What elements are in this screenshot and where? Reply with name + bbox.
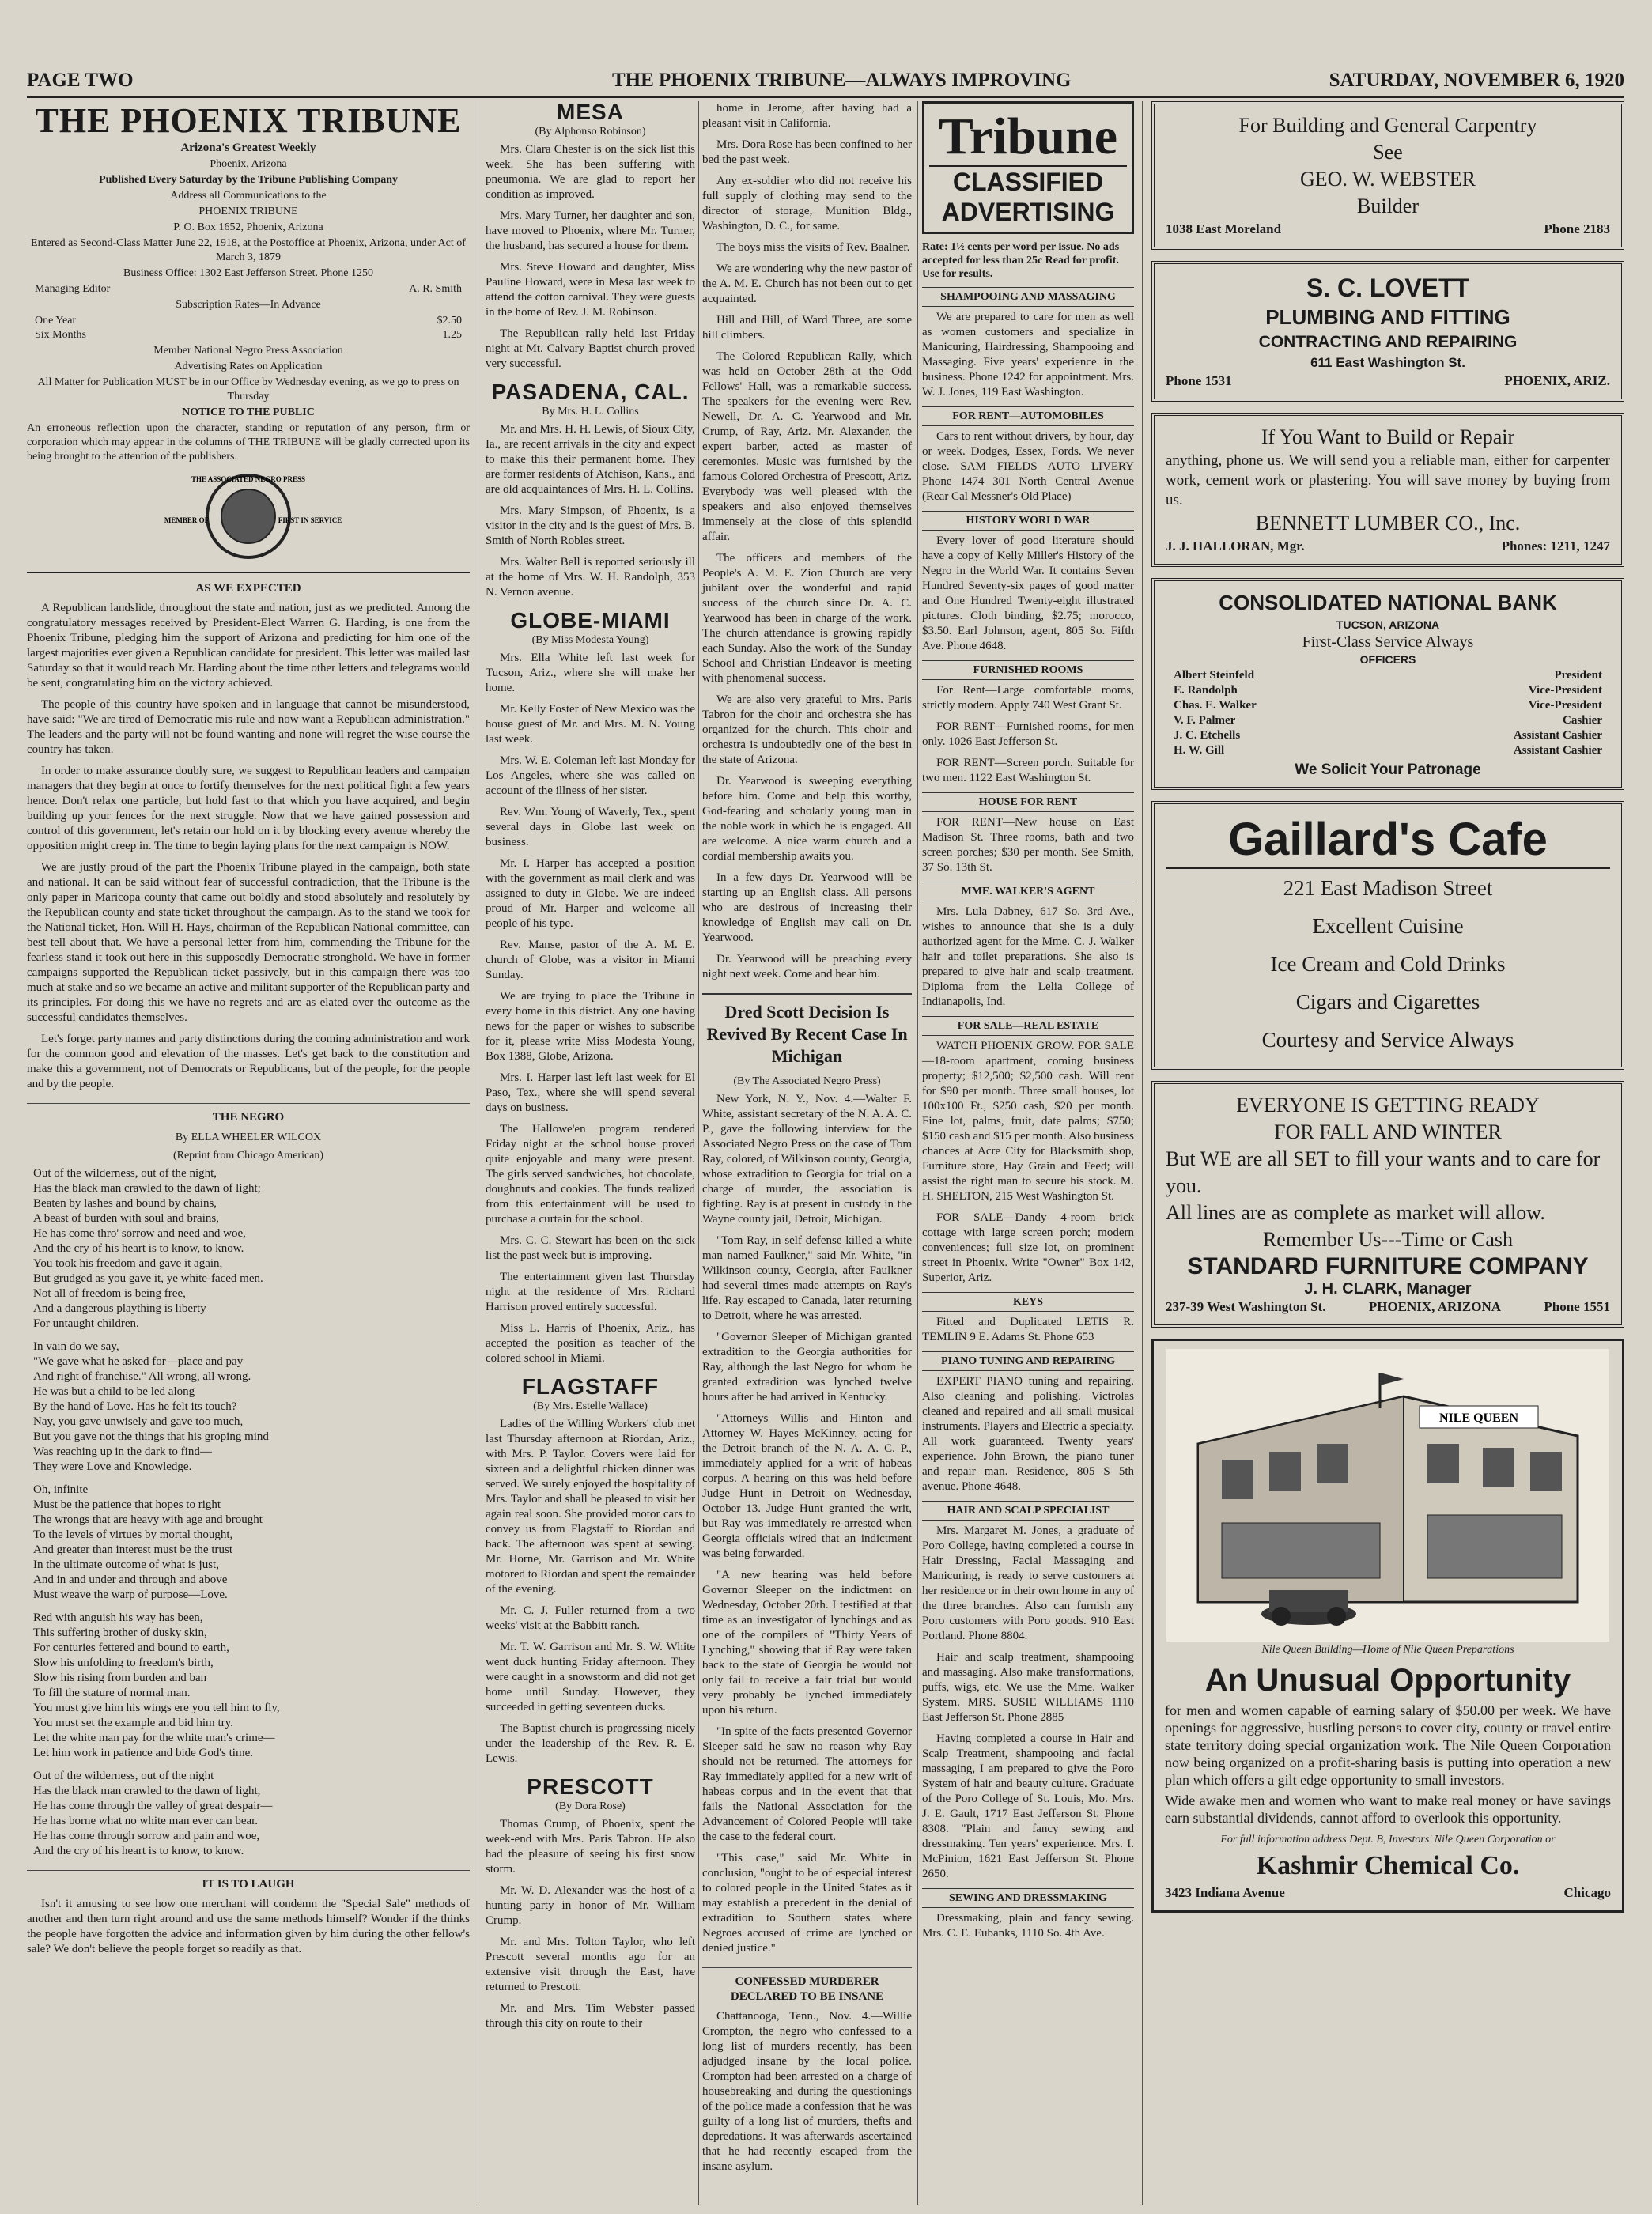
poem-stanza: Red with anguish his way has been, This suffering brother of dusky skin, For centuries fettered and bound to earth, Slow his unfolding to freedom's birth, Slow his rising from burden and ban To fill the stature of normal man. You must give him his wings ere you tell him to fly, You must set the example and bid him try. Let the white man pay for the white man's crime— Let him work in patience and bide God's time. bbox=[33, 1611, 280, 1759]
classified-heading: MME. WALKER'S AGENT bbox=[922, 882, 1134, 901]
associated-negro-press-emblem bbox=[164, 469, 342, 564]
classified-heading: FOR RENT—AUTOMOBILES bbox=[922, 406, 1134, 426]
webster-address: 1038 East Moreland bbox=[1166, 221, 1282, 236]
news-paragraph: Rev. Wm. Young of Waverly, Tex., spent several days in Globe last week on business. bbox=[486, 806, 695, 848]
news-paragraph: The officers and members of the People's A. M. E. Zion Church are very jubilant over the wonderful and rapid success of the church since Dr. A. C. Yearwood has been in charge of the work. The church attendance is growing rapidly each Sunday. Also the work of the Sunday School and Christian Endeavor is meeting with phenomenal success. bbox=[702, 552, 912, 685]
classified-text: Having completed a course in Hair and Scalp Treatment, shampooing and facial massaging, I am prepared to give the Poro System of hair and beauty culture. Graduate of the Poro College of St. Louis, Mo. Mrs. J. E. Gault, 1717 East Jefferson St. Phone 8308. "Plain and fancy sewing and dressmaking. Ten years' experience. Mrs. I. McPinion, 1621 East Jefferson St. Phone 2650. bbox=[922, 1732, 1134, 1880]
news-paragraph: The Republican rally held last Friday night at Mt. Calvary Baptist church proved very successful. bbox=[486, 327, 695, 370]
nile-queen-ad bbox=[1151, 1339, 1624, 1913]
bank-slogan: First-Class Service Always bbox=[1302, 633, 1474, 651]
furniture-company: STANDARD FURNITURE COMPANY bbox=[1187, 1253, 1589, 1279]
bennett-text: anything, phone us. We will send you a reliable man, either for carpenter work, cement work or plastering. You will save money by buying from us. bbox=[1166, 452, 1610, 508]
cafe-line-2: Excellent Cuisine bbox=[1312, 914, 1464, 938]
bank-officers bbox=[1166, 668, 1610, 758]
editorial-column bbox=[27, 101, 470, 2205]
webster-line-4: Builder bbox=[1357, 195, 1419, 217]
news-paragraph: Mrs. Steve Howard and daughter, Miss Pauline Howard, were in Mesa last week to attend the cotton carnival. They were guests in the home of Rev. J. M. Robinson. bbox=[486, 261, 695, 319]
news-paragraph: Mr. and Mrs. Tolton Taylor, who left Prescott several months ago for an extensive visit through the East, have returned to Prescott. bbox=[486, 1936, 695, 1993]
news-paragraph: Mrs. Mary Simpson, of Phoenix, is a visitor in the city and is the guest of Mrs. B. Smith of North Robles street. bbox=[486, 504, 695, 547]
news-paragraph: Mrs. Dora Rose has been confined to her bed the past week. bbox=[702, 138, 912, 166]
classified-text: Fitted and Duplicated LETIS R. TEMLIN 9 E. Adams St. Phone 653 bbox=[922, 1316, 1134, 1343]
bennett-phones: Phones: 1211, 1247 bbox=[1501, 538, 1610, 554]
bank-officer-row bbox=[1166, 698, 1610, 713]
subscription-six bbox=[27, 328, 470, 342]
news-paragraph: Thomas Crump, of Phoenix, spent the week-end with Mrs. Paris Tabron. He also had the pleasure of seeing his first snow storm. bbox=[486, 1818, 695, 1876]
dred-scott-byline: (By The Associated Negro Press) bbox=[733, 1075, 881, 1087]
news-paragraph: "Attorneys Willis and Hinton and Attorney W. Hayes McKinney, acting for the Detroit branch of the N. A. A. C. P., immediately applied for a writ of habeas corpus. A hearing on this was held before Judge Hunt in Detroit on Wednesday, October 13. Judge Hunt granted the writ, but Ray was immediately re-arrested when Georgia officials wired that an indictment was being forwarded. bbox=[702, 1412, 912, 1560]
subscription-title: Subscription Rates—In Advance bbox=[176, 299, 321, 311]
news-paragraph: Any ex-soldier who did not receive his full supply of clothing may send to the director of storage, Munition Bldg., Washington, D. C., for same. bbox=[702, 175, 912, 232]
news-paragraph: In a few days Dr. Yearwood will be starting up an English class. All persons who are desirous of increasing their knowledge of English may call on Dr. Yearwood. bbox=[702, 871, 912, 944]
laugh-text: Isn't it amusing to see how one merchant will condemn the "Special Sale" methods of another and then turn right around and use the same methods himself? Wonder if the thinks the people have forgotten the advice and information given by him during the other fellow's sale? We don't believe the people forget so readily as that. bbox=[27, 1898, 470, 1955]
cafe-ad bbox=[1151, 801, 1624, 1070]
bank-officer-name: V. F. Palmer bbox=[1174, 714, 1236, 727]
lovett-address: 611 East Washington St. bbox=[1310, 355, 1465, 370]
bank-officer-name: Chas. E. Walker bbox=[1174, 699, 1257, 712]
news-paragraph: Mr. T. W. Garrison and Mr. S. W. White went duck hunting Friday afternoon. They were caught in a snowstorm and did not get home until Sunday. However, they succeeded in getting seventeen ducks. bbox=[486, 1641, 695, 1713]
furniture-line-2: FOR FALL AND WINTER bbox=[1274, 1120, 1502, 1143]
globe-byline: (By Miss Modesta Young) bbox=[531, 634, 649, 646]
news-paragraph: The Colored Republican Rally, which was held on October 28th at the Odd Fellows' Hall, was a remarkable success. The speakers for the evening were Rev. Newell, Dr. A. C. Yearwood and Mr. Crump, of Ray, Ariz. Mr. Alexander, the expert barber, acted as master of ceremonies. Music was furnished by the famous Colored Orchestra of Prescott, Ariz. Everybody was well pleased with the speakers and also enjoyed themselves immensely at the close of this splendid affair. bbox=[702, 350, 912, 543]
bank-officer-title: Vice-President bbox=[1528, 699, 1602, 712]
classified-heading: FURNISHED ROOMS bbox=[922, 660, 1134, 680]
display-ads-column bbox=[1151, 101, 1624, 2205]
pasadena-title: PASADENA, CAL. bbox=[491, 380, 690, 404]
news-column-3 bbox=[702, 101, 912, 2205]
flagstaff-title: FLAGSTAFF bbox=[521, 1374, 660, 1399]
news-paragraph: Mr. W. D. Alexander was the host of a hunting party in honor of Mr. William Crump. bbox=[486, 1884, 695, 1927]
member-line: Member National Negro Press Association bbox=[153, 345, 343, 357]
deadline-notice: All Matter for Publication MUST be in our Office by Wednesday evening, as we go to press on Thursday bbox=[37, 376, 459, 402]
editor-row bbox=[27, 282, 470, 297]
news-paragraph: Mrs. I. Harper last left last week for El Paso, Tex., where she will spend several days on business. bbox=[486, 1071, 695, 1114]
webster-footer bbox=[1166, 220, 1610, 239]
furniture-footer bbox=[1166, 1298, 1610, 1317]
news-paragraph: The entertainment given last Thursday night at the residence of Mrs. Richard Harrison proved entirely successful. bbox=[486, 1271, 695, 1313]
pasadena-byline: By Mrs. H. L. Collins bbox=[542, 406, 639, 417]
subscription-year-value: $2.50 bbox=[437, 315, 462, 327]
masthead-address-1: Address all Communications to the bbox=[170, 190, 327, 202]
header-slogan: THE PHOENIX TRIBUNE—ALWAYS IMPROVING bbox=[612, 70, 1072, 91]
bank-officer-name: E. Randolph bbox=[1174, 684, 1238, 697]
emblem-right-text: FIRST IN SERVICE bbox=[278, 516, 342, 524]
kashmir-company: Kashmir Chemical Co. bbox=[1256, 1851, 1520, 1880]
bennett-footer bbox=[1166, 537, 1610, 556]
news-paragraph: Dr. Yearwood is sweeping everything before him. Come and help this worthy, God-fearing and scholarly young man in the noble work in which he is engaged. All are welcome. A nice warm church and a cordial membership awaits you. bbox=[702, 775, 912, 863]
classified-heading: HOUSE FOR RENT bbox=[922, 792, 1134, 812]
editorial-paragraph: The people of this country have spoken and in language that cannot be misunderstood, have said: "We are tired of Democratic mis-rule and now want a Republican administration." The leaders and the party will not be found wanting and none will regret the wise course the country has taken. bbox=[27, 698, 470, 756]
furniture-city: PHOENIX, ARIZONA bbox=[1368, 1299, 1502, 1314]
prescott-byline: (By Dora Rose) bbox=[555, 1800, 626, 1812]
bank-officer-title: Assistant Cashier bbox=[1513, 729, 1602, 742]
furniture-line-4: All lines are as complete as market will allow. bbox=[1166, 1201, 1545, 1224]
masthead-address-2: PHOENIX TRIBUNE bbox=[198, 206, 298, 217]
classified-column bbox=[922, 101, 1134, 2205]
news-paragraph: "Tom Ray, in self defense killed a white man named Faulkner," said Mr. White, "in Wilkinson county, Georgia, after Faulkner had several times made attempts on Ray's life. Ray escaped to Canada, later returning to Detroit, where he was arrested. bbox=[702, 1234, 912, 1322]
flagstaff-byline: (By Mrs. Estelle Wallace) bbox=[533, 1400, 648, 1412]
news-paragraph: Mr. C. J. Fuller returned from a two weeks' visit at the Babbitt ranch. bbox=[486, 1604, 695, 1632]
bank-officer-title: Vice-President bbox=[1528, 684, 1602, 697]
bennett-line-1: If You Want to Build or Repair bbox=[1261, 425, 1515, 448]
furniture-ad bbox=[1151, 1081, 1624, 1328]
classified-text: FOR RENT—New house on East Madison St. Three rooms, bath and two screen porches; $30 per month. See Smith, 37 So. 13th St. bbox=[922, 816, 1134, 874]
masthead-published: Published Every Saturday by the Tribune Publishing Company bbox=[99, 174, 398, 186]
bank-city: TUCSON, ARIZONA bbox=[1336, 618, 1440, 631]
editor-name: A. R. Smith bbox=[409, 283, 462, 295]
news-paragraph: Mr. and Mrs. H. H. Lewis, of Sioux City, Ia., are recent arrivals in the city and expect to make this their permanent home. They are former residents of Atchison, Kans., and are old acquaintances of Mrs. H. L. Collins. bbox=[486, 423, 695, 496]
cafe-line-4: Cigars and Cigarettes bbox=[1295, 990, 1480, 1014]
furniture-phone: Phone 1551 bbox=[1544, 1299, 1610, 1314]
business-office: Business Office: 1302 East Jefferson Street. Phone 1250 bbox=[123, 267, 373, 279]
masthead bbox=[27, 101, 470, 573]
news-paragraph: Chattanooga, Tenn., Nov. 4.—Willie Crompton, the negro who confessed to a long list of murders recently, has been adjudged insane by the local police. Crompton had been arrested on a charge of housebreaking and during the questionings of the police made a confession that he was guilty of a long list of murders, thefts and depredations. It was afterwards ascertained that he had recently escaped from the insane asylum. bbox=[702, 2010, 912, 2173]
classified-text: FOR SALE—Dandy 4-room brick cottage with large screen porch; modern conveniences; full size lot, on prominent street in Phoenix. Write "Owner" Box 142, Superior, Ariz. bbox=[922, 1211, 1134, 1284]
news-paragraph: Mr. Kelly Foster of New Mexico was the house guest of Mr. and Mrs. M. N. Young last week. bbox=[486, 703, 695, 746]
nile-queen-sign: NILE QUEEN bbox=[1438, 1411, 1519, 1425]
lovett-line-2: CONTRACTING AND REPAIRING bbox=[1258, 333, 1518, 351]
nile-queen-building-illustration bbox=[1165, 1349, 1611, 1642]
laugh-title: IT IS TO LAUGH bbox=[27, 1870, 470, 1892]
editorial-paragraph: We are justly proud of the part the Phoenix Tribune played in the campaign, both state and national. It can be said without fear of successful contradiction, that the Tribune is the only paper in Maricopa county that came out boldly and stood absolutely and resolutely by the Republican county and state ticket throughout the campaign. As to the stand we took for the National ticket, Hon. Will H. Hays, chairman of the Republican National committee, can best tell about that. We have a personal letter from him, commending the Tribune for the fearless stand it took out here in this supposedly Democratic stronghold. We have in former campaigns supported the Republican ticket passively, but in this campaign there was too much at stake and so we became an active and militant supporter of the Republican party and its principles. For doing this we have no regrets and are as elated over the outcome as the successful candidates themselves. bbox=[27, 861, 470, 1024]
bank-officer-name: Albert Steinfeld bbox=[1174, 669, 1255, 682]
kashmir-city: Chicago bbox=[1563, 1885, 1611, 1900]
kashmir-footer bbox=[1165, 1883, 1611, 1902]
classified-rate: Rate: 1½ cents per word per issue. No ads accepted for less than 25c Read for profit. Use for results. bbox=[922, 241, 1120, 280]
masthead-address-3: P. O. Box 1652, Phoenix, Arizona bbox=[173, 221, 323, 233]
editorial-title: AS WE EXPECTED bbox=[195, 582, 301, 595]
classified-heading: HAIR AND SCALP SPECIALIST bbox=[922, 1501, 1134, 1521]
classified-text: For Rent—Large comfortable rooms, strictly modern. Apply 740 West Grant St. bbox=[922, 684, 1134, 712]
classified-text: Dressmaking, plain and fancy sewing. Mrs. C. E. Eubanks, 1110 So. 4th Ave. bbox=[922, 1912, 1134, 1940]
news-paragraph: Rev. Manse, pastor of the A. M. E. church of Globe, was a visitor in Miami Sunday. bbox=[486, 939, 695, 981]
globe-title: GLOBE-MIAMI bbox=[510, 608, 671, 633]
lovett-line-1: PLUMBING AND FITTING bbox=[1265, 305, 1510, 329]
lovett-phone: Phone 1531 bbox=[1166, 373, 1232, 388]
notice-text: An erroneous reflection upon the character, standing or reputation of any person, firm or corporation which may appear in the columns of THE TRIBUNE will be gladly corrected upon its being brought to the attention of the publishers. bbox=[27, 422, 470, 463]
masthead-title: THE PHOENIX TRIBUNE bbox=[35, 101, 462, 140]
classified-text: Mrs. Margaret M. Jones, a graduate of Poro College, having completed a course in Hair Dressing, Facial Massaging and Manicuring, is ready to serve customers at her residence or in their own home in any of the three branches. Also can furnish any Poro customers with Poro goods. 910 East Portland. Phone 8804. bbox=[922, 1524, 1134, 1642]
news-paragraph: Hill and Hill, of Ward Three, are some hill climbers. bbox=[702, 314, 912, 342]
news-paragraph: New York, N. Y., Nov. 4.—Walter F. White, assistant secretary of the N. A. A. C. P., gave the following interview for the Associated Negro Press on the case of Tom Ray, colored, of Wilkinson county, Georgia, whose extradition to Georgia for trial on a charge of murder, the association is fighting. Ray is at present in custody in the Wayne county jail, Detroit, Michigan. bbox=[702, 1093, 912, 1226]
classified-text: Every lover of good literature should have a copy of Kelly Miller's History of the Negro in the World War. It contains Seven Hundred Seventy-six pages of good matter and One Hundred Twenty-eight illustrated pictures. Cloth binding, $2.75; morocco, $3.50. Earl Johnson, agent, 805 So. Fifth Ave. Phone 4648. bbox=[922, 535, 1134, 652]
subscription-year-label: One Year bbox=[35, 315, 77, 327]
bank-officer-row bbox=[1166, 743, 1610, 758]
kashmir-address: 3423 Indiana Avenue bbox=[1165, 1885, 1285, 1900]
mesa-byline: (By Alphonso Robinson) bbox=[535, 126, 646, 138]
news-paragraph: Ladies of the Willing Workers' club met last Thursday afternoon at Riordan, Ariz., with Mrs. P. Taylor. Covers were laid for sixteen and a delightful chicken dinner was served. We surely enjoyed the hospitality of Mrs. Taylor and shall be pleased to visit her again real soon. She provided motor cars to convey us from Flagstaff to Riordan and back. The afternoon was spent at sewing. Mr. Horne, Mr. Garrison and Mr. White motored to Riordan and spent the remainder of the evening. bbox=[486, 1418, 695, 1596]
masthead-place: Phoenix, Arizona bbox=[210, 158, 287, 170]
nile-queen-caption: Nile Queen Building—Home of Nile Queen Preparations bbox=[1261, 1644, 1514, 1656]
bennett-name: BENNETT LUMBER CO., Inc. bbox=[1255, 512, 1521, 535]
prescott-title: PRESCOTT bbox=[527, 1774, 654, 1799]
poem-title: THE NEGRO bbox=[27, 1103, 470, 1125]
classified-subtitle-2: ADVERTISING bbox=[941, 198, 1115, 226]
classified-text: WATCH PHOENIX GROW. FOR SALE—18-room apartment, coming business property; $12,500; $2,500 cash. Will rent for $90 per month. Three small houses, lot 100x100 Ft., $250 cash, $20 per month. Fine lot, palms, fruit, date palms; $750; $150 cash and $15 per month. Also business chances at Acre City for Blacksmith shop, Furniture store, Hay Grain and Feed; will assist the right man to secure his stock. M. H. SHELTON, 215 West Washington St. bbox=[922, 1040, 1134, 1203]
classified-list bbox=[922, 287, 1134, 1941]
webster-ad bbox=[1151, 101, 1624, 250]
webster-phone: Phone 2183 bbox=[1544, 221, 1610, 236]
news-paragraph: The Hallowe'en program rendered Friday night at the school house proved quite enjoyable and many were present. The girls served sandwiches, hot chocolate, doughnuts and cookies. The funds realized from this entertainment will be used to purchase a curtain for the school. bbox=[486, 1123, 695, 1226]
news-paragraph: We are trying to place the Tribune in every home in this district. Any one having news for the paper or wishes to subscribe for it, please write Miss Modesta Young, Box 1388, Globe, Arizona. bbox=[486, 990, 695, 1063]
classified-text: Cars to rent without drivers, by hour, day or week. Dodges, Essex, Fords. We never close. SAM FIELDS AUTO LIVERY Phone 1474 301 North Central Avenue (Rear Cal Messner's Old Place) bbox=[922, 430, 1134, 503]
furniture-manager: J. H. CLARK, Manager bbox=[1304, 1280, 1472, 1298]
bennett-ad bbox=[1151, 413, 1624, 567]
poem-author: By ELLA WHEELER WILCOX bbox=[175, 1132, 322, 1143]
news-paragraph: Mrs. Ella White left last week for Tucson, Ariz., where she will make her home. bbox=[486, 652, 695, 694]
cafe-line-1: 221 East Madison Street bbox=[1283, 876, 1493, 900]
lovett-ad bbox=[1151, 261, 1624, 402]
editorial-paragraph: In order to make assurance doubly sure, we suggest to Republican leaders and campaign managers that they begin at once to fortify themselves for the next political fight a few years hence. Don't relax one particle, but hold fast to that which you have acquired, and begin building up your fences for the next struggle. Now that we have gained possession and control of this government, let's retain our hold on it by blocking every avenue whereby the opposition might creep in. The time to begin laying plans for the next campaign is NOW. bbox=[27, 765, 470, 852]
masthead-entered: Entered as Second-Class Matter June 22, 1918, at the Postoffice at Phoenix, Arizona, under Act of March 3, 1879 bbox=[31, 237, 466, 263]
news-paragraph: Miss L. Harris of Phoenix, Ariz., has accepted the position as teacher of the colored school in Miami. bbox=[486, 1322, 695, 1365]
news-paragraph: "In spite of the facts presented Governor Sleeper said he saw no reason why Ray should not be returned. The attorneys for Ray immediately applied for a new writ of habeas corpus and in the event that that fails the National Association for the Advancement of Colored People will take the case to the federal court. bbox=[702, 1725, 912, 1843]
classified-text: Mrs. Lula Dabney, 617 So. 3rd Ave., wishes to announce that she is a duly authorized agent for the Mme. C. J. Walker hair and toilet preparations. She also is prepared to give hair and scalp treatment. Diploma from the Lelia College of Indianapolis, Ind. bbox=[922, 905, 1134, 1008]
news-paragraph: "This case," said Mr. White in conclusion, "ought to be of especial interest to colored people in the United States as it may establish a precedent in the denial of extradition to Southern states where Negroes accused of crime are lynched or denied justice." bbox=[702, 1852, 912, 1955]
column-rule bbox=[1142, 101, 1143, 2205]
cafe-line-3: Ice Cream and Cold Drinks bbox=[1270, 952, 1506, 976]
page-header bbox=[27, 70, 1624, 98]
dred-scott-headline: Dred Scott Decision Is Revived By Recent Case In Michigan bbox=[702, 993, 912, 1067]
bank-name: CONSOLIDATED NATIONAL BANK bbox=[1219, 591, 1557, 614]
news-paragraph: "Governor Sleeper of Michigan granted extradition to the Georgia authorities for Ray, although the last Negro for whom he granted extradition was lynched twelve hours after he had arrived in Kentucky. bbox=[702, 1331, 912, 1404]
news-paragraph: Mr. and Mrs. Tim Webster passed through this city on route to their bbox=[486, 2002, 695, 2030]
classified-banner bbox=[922, 101, 1134, 234]
masthead-tagline: Arizona's Greatest Weekly bbox=[180, 142, 316, 154]
page-number: PAGE TWO bbox=[27, 70, 134, 91]
emblem-ring-text: THE ASSOCIATED NEGRO PRESS bbox=[191, 475, 306, 483]
opportunity-info: For full information address Dept. B, Investors' Nile Queen Corporation or bbox=[1220, 1834, 1556, 1846]
news-paragraph: Mrs. W. E. Coleman left last Monday for Los Angeles, where she was called on account of the illness of her sister. bbox=[486, 754, 695, 797]
classified-heading: PIANO TUNING AND REPAIRING bbox=[922, 1351, 1134, 1371]
bank-officer-name: H. W. Gill bbox=[1174, 744, 1225, 757]
bank-officer-title: President bbox=[1554, 669, 1602, 682]
bank-ad bbox=[1151, 578, 1624, 790]
furniture-line-5: Remember Us---Time or Cash bbox=[1262, 1228, 1514, 1251]
opportunity-text: for men and women capable of earning salary of $50.00 per week. We have openings for aggressive, hustling persons to cover city, county or travel entire state territory doing special organization work. The Nile Queen Corporation now being organized on a profit-sharing basis is putting into operation a new plan which offers a gilt edge opportunity to small investors. bbox=[1165, 1702, 1611, 1788]
confessed-headline: CONFESSED MURDERER DECLARED TO BE INSANE bbox=[702, 1967, 912, 2004]
classified-text: We are prepared to care for men as well as women customers and specialize in Manicuring, Hairdressing, Shampooing and Massaging. Five years' experience in the business. Phone 1242 for appointment. Mrs. W. J. Jones, 119 East Washington. bbox=[922, 311, 1134, 399]
opportunity-text-2: Wide awake men and women who want to make real money or have savings earn substantial dividends, cannot afford to overlook this opportunity. bbox=[1165, 1793, 1611, 1826]
poem-stanza: Out of the wilderness, out of the night Has the black man crawled to the dawn of light, He has come through the valley of great despair— He has borne what no white man ever can bear. He has come through sorrow and pain and woe, And the cry of his heart is to know, to know. bbox=[33, 1770, 273, 1857]
news-paragraph: Mr. I. Harper has accepted a position with the government as mail clerk and was assigned to duty in Globe. We are indeed proud of Mr. Harper and welcome all people of his type. bbox=[486, 857, 695, 930]
news-paragraph: The Baptist church is progressing nicely under the leadership of the Rev. R. E. Lewis. bbox=[486, 1722, 695, 1765]
poem-stanza: In vain do we say, "We gave what he asked for—place and pay And right of franchise." All wrong, all wrong. He was but a child to be led along By the hand of Love. Has he felt its touch? Nay, you gave unwisely and gave too much, But you gave not the things that his groping mind Was reaching up in the dark to find— They were Love and Knowledge. bbox=[33, 1340, 269, 1473]
classified-title: Tribune bbox=[929, 108, 1127, 167]
news-paragraph: Mrs. C. C. Stewart has been on the sick list the past week but is improving. bbox=[486, 1234, 695, 1262]
news-paragraph: Mrs. Mary Turner, her daughter and son, have moved to Phoenix, where Mr. Turner, the husband, has secured a house for them. bbox=[486, 210, 695, 252]
notice-title: NOTICE TO THE PUBLIC bbox=[182, 406, 315, 418]
cafe-line-5: Courtesy and Service Always bbox=[1261, 1028, 1514, 1052]
bank-officer-row bbox=[1166, 668, 1610, 683]
lovett-footer bbox=[1166, 372, 1610, 391]
news-paragraph: The boys miss the visits of Rev. Baalner. bbox=[716, 241, 910, 254]
column-rule bbox=[917, 101, 918, 2205]
bank-officer-title: Assistant Cashier bbox=[1513, 744, 1602, 757]
subscription-six-value: 1.25 bbox=[442, 329, 462, 341]
classified-heading: KEYS bbox=[922, 1292, 1134, 1312]
furniture-address: 237-39 West Washington St. bbox=[1166, 1299, 1326, 1314]
poem-stanza: Oh, infinite Must be the patience that hopes to right The wrongs that are heavy with age and brought To the levels of virtues by mortal thought, And greater than interest must be the trust In the ultimate outcome of what is just, And in and under and through and above Must weave the warp of purpose—Love. bbox=[33, 1483, 263, 1601]
news-paragraph: Dr. Yearwood will be preaching every night next week. Come and hear him. bbox=[702, 953, 912, 980]
editor-label: Managing Editor bbox=[35, 283, 111, 295]
classified-heading: HISTORY WORLD WAR bbox=[922, 511, 1134, 531]
classified-subtitle-1: CLASSIFIED bbox=[952, 168, 1104, 196]
news-paragraph: home in Jerome, after having had a pleasant visit in California. bbox=[702, 102, 912, 130]
news-paragraph: "A new hearing was held before Governor Sleeper on the indictment on Wednesday, October 20th. I testified at that time as an investigator of lynchings and as one of the compilers of "Thirty Years of Lynching," showing that if Ray were taken back to the state of Georgia he would not only fail to receive a fair trial but would very probably be lynched immediately upon his return. bbox=[702, 1569, 912, 1717]
local-news-column bbox=[486, 101, 695, 2205]
bank-officer-row bbox=[1166, 683, 1610, 698]
bennett-manager: J. J. HALLORAN, Mgr. bbox=[1166, 538, 1305, 554]
editorial-paragraph: A Republican landslide, throughout the state and nation, just as we predicted. Among the congratulatory messages received by President-Elect Warren G. Harding, is one from the Phoenix Tribune, pledging him the support of Arizona and predicting for him one of the largest majorities ever given a Republican candidate for president. This letter was mailed last Saturday so that it would reach Mr. Harding about the time other letters and telegrams would be sent, congratulating him on the victory achieved. bbox=[27, 602, 470, 690]
emblem-left-text: MEMBER OF bbox=[164, 516, 210, 524]
poem-stanza: Out of the wilderness, out of the night, Has the black man crawled to the dawn of light; Beaten by lashes and bound by chains, A beast of burden with soul and brains, He has come thro' sorrow and need and woe, And the cry of his heart is to know, to know. You took his freedom and gave it again, But grudged as you gave it, ye white-faced men. Not all of freedom is being free, And a dangerous plaything is liberty For untaught children. bbox=[33, 1167, 263, 1330]
bank-officers-label: OFFICERS bbox=[1359, 653, 1416, 666]
advertising-rates: Advertising Rates on Application bbox=[174, 361, 323, 372]
lovett-city: PHOENIX, ARIZ. bbox=[1504, 373, 1610, 388]
bank-officer-row bbox=[1166, 728, 1610, 743]
bank-footer: We Solicit Your Patronage bbox=[1295, 761, 1481, 778]
classified-text: FOR RENT—Screen porch. Suitable for two men. 1122 East Washington St. bbox=[922, 757, 1134, 784]
furniture-line-1: EVERYONE IS GETTING READY bbox=[1236, 1094, 1540, 1116]
news-paragraph: We are also very grateful to Mrs. Paris Tabron for the choir and orchestra she has organized for the church. This choir and orchestra is undoubtedly one of the best in the state of Arizona. bbox=[702, 693, 912, 766]
subscription-six-label: Six Months bbox=[35, 329, 86, 341]
webster-line-1: For Building and General Carpentry bbox=[1238, 114, 1537, 137]
classified-text: Hair and scalp treatment, shampooing and massaging. Also make transformations, puffs, wigs, etc. We use the Mme. Walker System. MRS. SUSIE WILLIAMS 1110 East Jefferson St. Phone 2885 bbox=[922, 1651, 1134, 1724]
webster-line-3: GEO. W. WEBSTER bbox=[1300, 168, 1476, 191]
webster-line-2: See bbox=[1373, 141, 1403, 164]
editorial-paragraph: Let's forget party names and party distinctions during the coming administration and work for the common good and elevation of the masses. Let's get back to the constitution and make this a government, not of Democrats or Republicans, but of the people, for the people and by the people. bbox=[27, 1033, 470, 1090]
bank-officer-row bbox=[1166, 713, 1610, 728]
furniture-line-3: But WE are all SET to fill your wants and to care for you. bbox=[1166, 1147, 1601, 1197]
bank-officer-title: Cashier bbox=[1563, 714, 1602, 727]
classified-text: FOR RENT—Furnished rooms, for men only. 1026 East Jefferson St. bbox=[922, 720, 1134, 748]
mesa-title: MESA bbox=[557, 100, 624, 124]
classified-heading: SHAMPOOING AND MASSAGING bbox=[922, 287, 1134, 307]
news-paragraph: Mrs. Walter Bell is reported seriously ill at the home of Mrs. W. H. Randolph, 353 N. Vernon avenue. bbox=[486, 556, 695, 599]
lovett-name: S. C. LOVETT bbox=[1306, 274, 1470, 302]
bank-officer-name: J. C. Etchells bbox=[1174, 729, 1241, 742]
cafe-title: Gaillard's Cafe bbox=[1166, 812, 1610, 869]
opportunity-title: An Unusual Opportunity bbox=[1204, 1663, 1571, 1698]
classified-heading: SEWING AND DRESSMAKING bbox=[922, 1888, 1134, 1908]
classified-heading: FOR SALE—REAL ESTATE bbox=[922, 1016, 1134, 1036]
issue-date: SATURDAY, NOVEMBER 6, 1920 bbox=[1329, 70, 1624, 91]
news-paragraph: We are wondering why the new pastor of the A. M. E. Church has not been out to get acquainted. bbox=[702, 263, 912, 305]
subscription-year bbox=[27, 314, 470, 328]
news-paragraph: Mrs. Clara Chester is on the sick list this week. She has been suffering with pneumonia. We are glad to report her condition as improved. bbox=[486, 143, 695, 201]
classified-text: EXPERT PIANO tuning and repairing. Also cleaning and polishing. Victrolas cleaned and repaired and all small musical instruments. Players and Electric a specialty. All work guaranteed. Twenty years' experience. John Brown, the piano tuner and repair man. Residence, 805 S 5th avenue. Phone 4648. bbox=[922, 1375, 1134, 1493]
column-rule bbox=[698, 101, 699, 2205]
poem-reprint: (Reprint from Chicago American) bbox=[172, 1150, 324, 1162]
